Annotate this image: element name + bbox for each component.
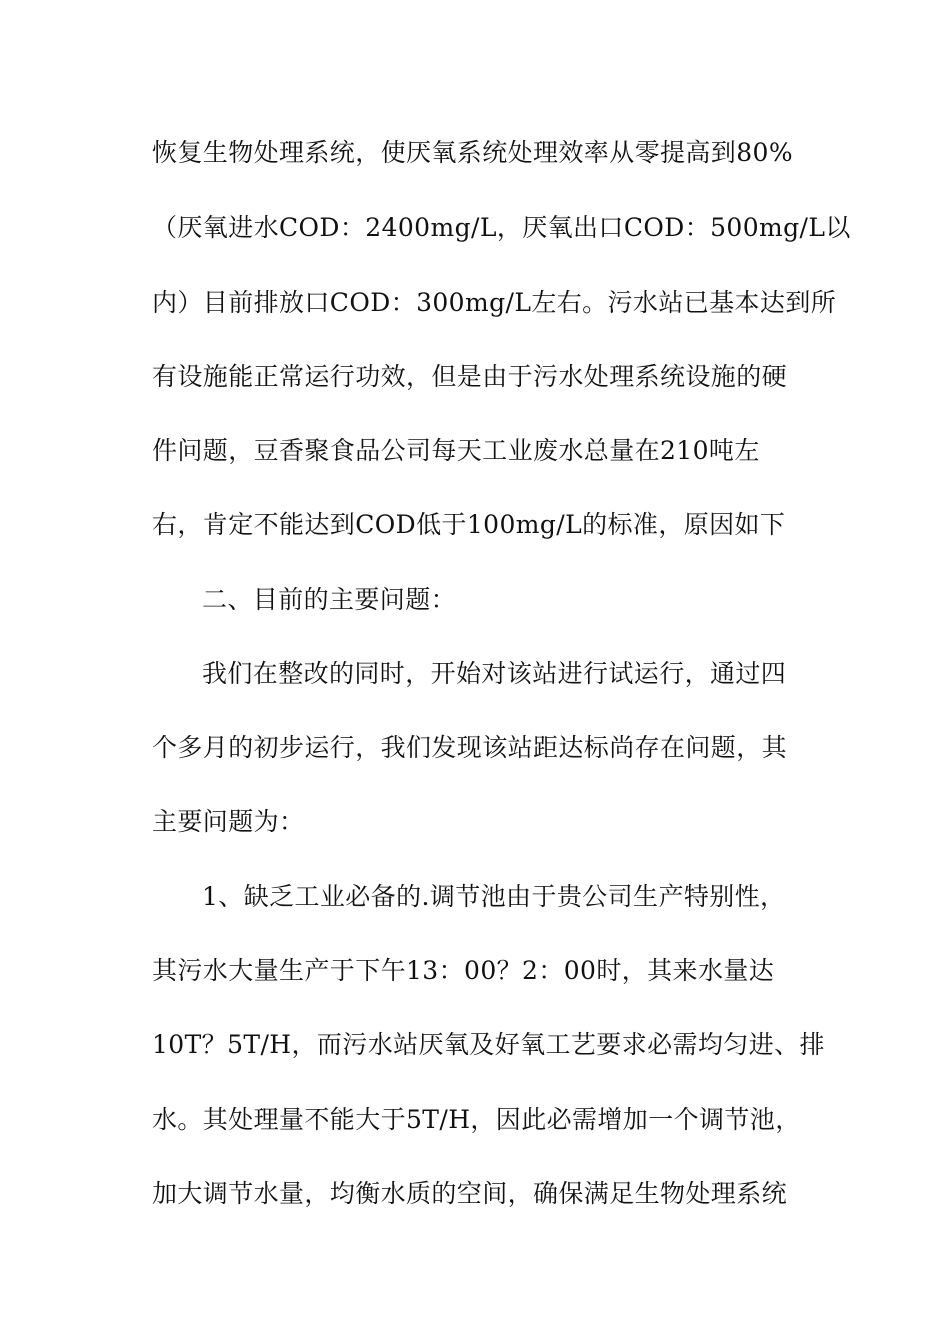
text-line: 有设施能正常运行功效，但是由于污水处理系统设施的硬 bbox=[152, 362, 788, 391]
text-line: 个多月的初步运行，我们发现该站距达标尚存在问题，其 bbox=[152, 733, 788, 762]
text-line: 其污水大量生产于下午13：00？2：00时，其来水量达 bbox=[152, 956, 775, 985]
text-line: 10T？5T/H，而污水站厌氧及好氧工艺要求必需均匀进、排 bbox=[152, 1030, 825, 1059]
section-heading: 二、目前的主要问题： bbox=[202, 585, 457, 614]
text-line: 内）目前排放口COD：300mg/L左右。污水站已基本达到所 bbox=[152, 288, 837, 317]
text-line: 恢复生物处理系统，使厌氧系统处理效率从零提高到80% bbox=[152, 138, 793, 167]
text-line: 右，肯定不能达到COD低于100mg/L的标准，原因如下 bbox=[152, 510, 786, 539]
text-line: 水。其处理量不能大于5T/H，因此必需增加一个调节池， bbox=[152, 1105, 801, 1134]
text-line: 1、缺乏工业必备的.调节池由于贵公司生产特别性， bbox=[202, 882, 786, 911]
text-line: 件问题，豆香聚食品公司每天工业废水总量在210吨左 bbox=[152, 436, 760, 465]
text-line: 主要问题为： bbox=[152, 807, 305, 836]
text-line: （厌氧进水COD：2400mg/L，厌氧出口COD：500mg/L以 bbox=[152, 213, 851, 242]
text-line: 加大调节水量，均衡水质的空间，确保满足生物处理系统 bbox=[152, 1179, 788, 1208]
text-line: 我们在整改的同时，开始对该站进行试运行，通过四 bbox=[202, 659, 787, 688]
